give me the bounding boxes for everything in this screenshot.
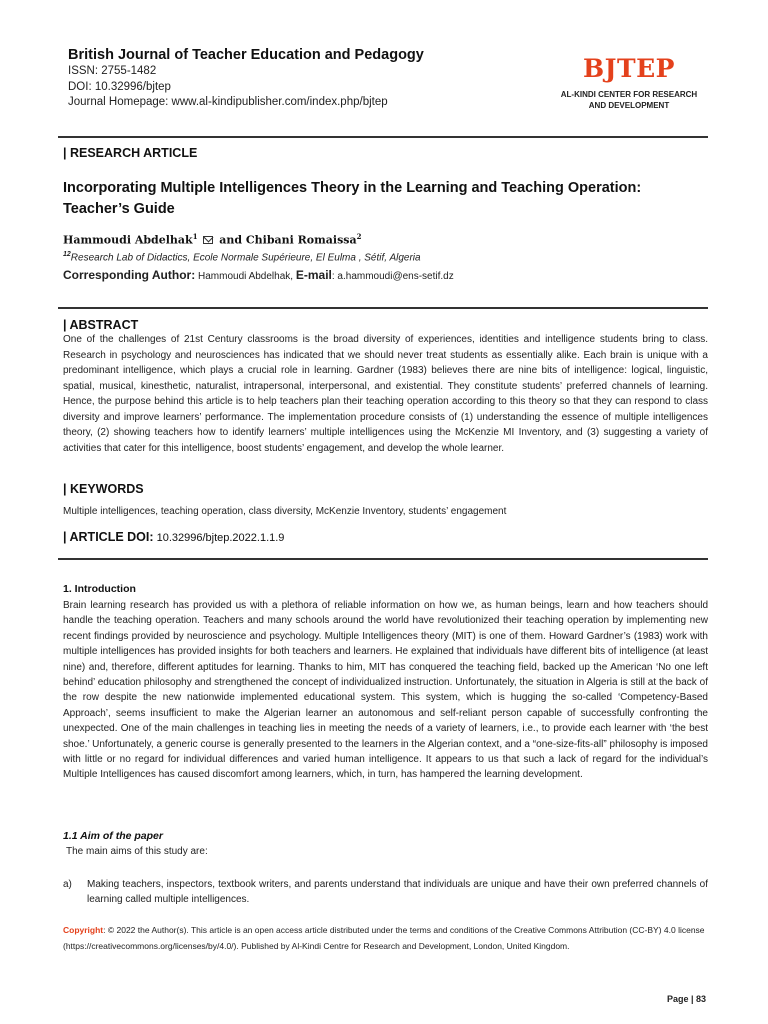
corresponding-label: Corresponding Author: xyxy=(63,268,196,282)
aim-heading: 1.1 Aim of the paper xyxy=(63,830,163,842)
body-divider xyxy=(58,558,708,560)
journal-issn: ISSN: 2755-1482 xyxy=(68,65,157,77)
affiliation-text: Research Lab of Didactics, Ecole Normale Supérieure, El Eulma , Sétif, Algeria xyxy=(70,252,421,264)
introduction-heading: 1. Introduction xyxy=(63,583,136,595)
corresponding-name: Hammoudi Abdelhak, xyxy=(195,271,296,282)
abstract-divider xyxy=(58,307,708,309)
affiliation-sup: 12 xyxy=(63,251,71,258)
journal-title: British Journal of Teacher Education and Pedagogy xyxy=(68,47,424,63)
article-doi xyxy=(63,530,284,544)
article-doi-label: | ARTICLE DOI: xyxy=(63,530,154,544)
mail-icon[interactable] xyxy=(203,236,213,244)
corresponding-author xyxy=(63,268,454,282)
logo-subtitle-2: AND DEVELOPMENT xyxy=(588,100,670,110)
list-item-text: Making teachers, inspectors, textbook writers, and parents understand that individuals are unique and have their own preferred channels of learning called multiple intelligences. xyxy=(87,879,708,906)
journal-homepage[interactable]: Journal Homepage: www.al-kindipublisher.com/index.php/bjtep xyxy=(68,96,388,108)
list-item xyxy=(63,877,708,908)
affiliation xyxy=(63,251,421,263)
author-2-sup: 2 xyxy=(356,232,362,241)
email-address[interactable]: : a.hammoudi@ens-setif.dz xyxy=(331,271,454,282)
author-1: Hammoudi Abdelhak xyxy=(63,233,193,247)
abstract-text: One of the challenges of 21st Century classrooms is the broad diversity of experiences, identities and intelligence students bring to class. Research in psychology and neurosciences has indicated that we should never treat students as essentially alike. Each brain is unique with a predominant intelligence, which plays a crucial role in learning. Gardner (1983) believes there are nine bits of intelligence: logical, linguistic, spatial, musical, kinesthetic, naturalist, intrapersonal, interpersonal, and existential. They constitute students’ preferred channels of learning. Hence, the purpose behind this article is to help teachers plan their teaching operation according to this theory so that they can respond to class diversity and improve learners’ performance. The implementation procedure consists of (1) understanding the essence of multiple intelligences theory, (2) showing teachers how to identify learners’ multiple intelligences using the McKenzie MI Inventory, and (3) suggesting a variety of activities that cater for this intelligence, boost students’ engagement, and develop the whole learner. xyxy=(63,334,708,454)
keywords-text: Multiple intelligences, teaching operation, class diversity, McKenzie Inventory, students’ engagement xyxy=(63,506,507,517)
logo-text: BJTEP xyxy=(583,54,675,83)
logo-subtitle-1: AL-KINDI CENTER FOR RESEARCH xyxy=(560,90,698,99)
author-conjunction: and xyxy=(219,233,246,247)
article-doi-value[interactable]: 10.32996/bjtep.2022.1.1.9 xyxy=(153,532,285,544)
author-2: Chibani Romaissa xyxy=(245,233,357,247)
aim-intro: The main aims of this study are: xyxy=(66,846,208,857)
header-divider xyxy=(58,136,708,138)
author-line xyxy=(63,232,361,247)
journal-doi: DOI: 10.32996/bjtep xyxy=(68,80,171,93)
list-marker: a) xyxy=(63,879,72,890)
page-number: Page | 83 xyxy=(666,994,706,1004)
copyright-notice xyxy=(63,923,708,954)
author-1-sup: 1 xyxy=(192,232,198,241)
copyright-label: Copyright xyxy=(63,925,104,935)
journal-logo xyxy=(554,54,704,111)
article-title: Incorporating Multiple Intelligences Theory in the Learning and Teaching Operation: Teacher’s Guide xyxy=(63,180,642,217)
email-label: E-mail xyxy=(295,268,332,282)
introduction-text: Brain learning research has provided us with a plethora of reliable information on how we, as human beings, learn and how teachers should handle the teaching operation. Teachers and many schools around the world have revolutionized their teaching operation by implementing new recent findings provided by neuroscience and psychology. Multiple Intelligences theory (MIT) is one of them. Howard Gardner’s (1983) work with multiple intelligences has provided insights for both teachers and learners. He explained that individuals have different bits of intelligence (at least nine) and, therefore, different aptitudes for learning. Thanks to him, MIT has conquered the teaching field, backed up the American ‘No one left behind’ education philosophy and strengthened the concept of individualized instruction. Unfortunately, the situation in Algeria is still at the back of the row despite the new nationwide implemented educational system. This system, which is hugging the so-called ‘Competency-Based Approach’, seems insufficient to make the Algerian learner an autonomous and self-reliant person capable of successfully confronting the unexpected. One of the main challenges in teaching lies in meeting the needs of a variety of learners, i.e., to provide each learner with ‘the best shoe.’ Unfortunately, a generic course is generally presented to the learners in the Algerian context, and a “one-size-fits-all” philosophy is imposed with little or no regard for individual differences and varied human intelligence. It appears to us that such a lack of regard for the individual’s Multiple Intelligences has caused discomfort among learners, which, in turn, has hampered the learning development. xyxy=(63,600,708,781)
keywords-heading: | KEYWORDS xyxy=(63,482,144,496)
abstract-heading: | ABSTRACT xyxy=(63,318,139,332)
article-type: | RESEARCH ARTICLE xyxy=(63,146,198,160)
journal-header xyxy=(68,46,708,126)
copyright-text: : © 2022 the Author(s). This article is an open access article distributed under the terms and conditions of the Creative Commons Attribution (CC-BY) 4.0 license (https://creativecommons.org/licenses/by/4.0/). Published by Al-Kindi Centre for Research and Development, London, United Kingdom. xyxy=(63,925,705,951)
